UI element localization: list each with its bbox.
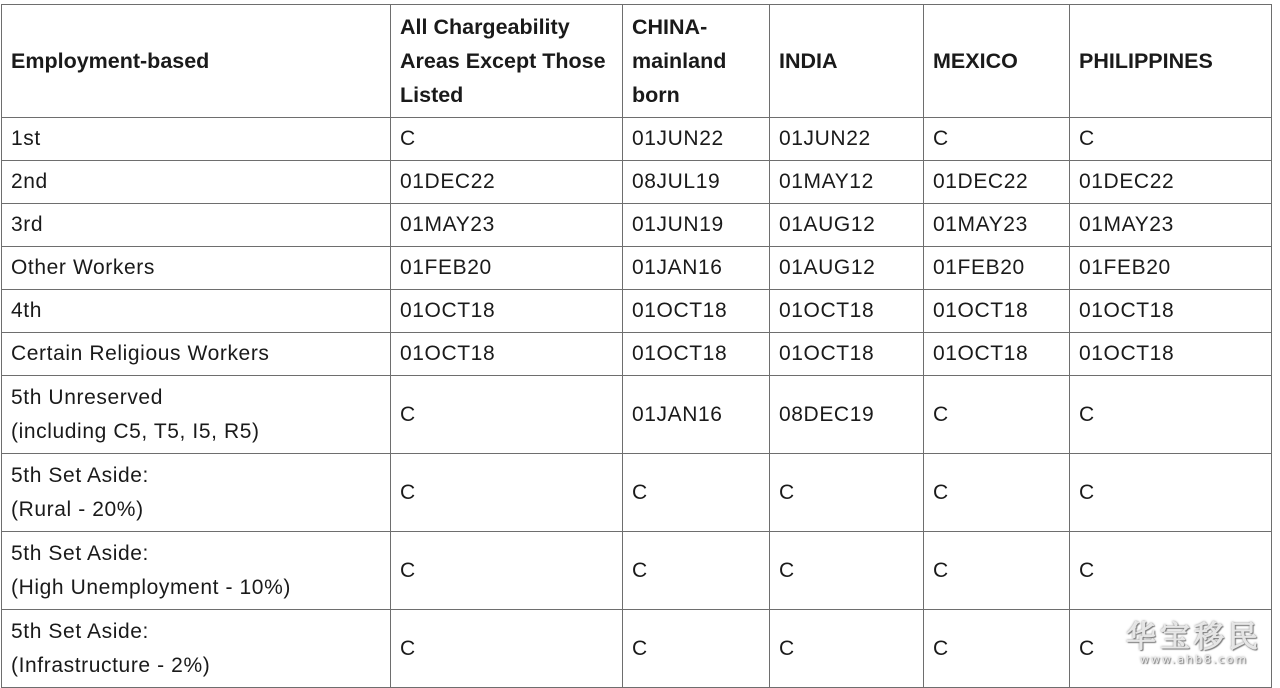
table-cell: 01JUN22 — [623, 118, 770, 161]
table-cell: 01OCT18 — [1070, 333, 1272, 376]
table-row — [2, 204, 1272, 247]
header-china: CHINA-mainland born — [623, 5, 770, 118]
table-cell: C — [391, 610, 623, 688]
visa-bulletin-table — [1, 4, 1272, 688]
table-cell: C — [924, 118, 1070, 161]
header-philippines: PHILIPPINES — [1070, 5, 1272, 118]
table-cell: 01FEB20 — [924, 247, 1070, 290]
table-cell: 01OCT18 — [924, 333, 1070, 376]
table-cell: C — [1070, 118, 1272, 161]
table-cell: 01OCT18 — [623, 290, 770, 333]
table-cell: C — [770, 454, 924, 532]
table-cell: C — [623, 532, 770, 610]
row-label: 5th Unreserved (including C5, T5, I5, R5) — [2, 376, 391, 454]
table-cell: 01OCT18 — [770, 290, 924, 333]
row-label: 5th Set Aside: (High Unemployment - 10%) — [2, 532, 391, 610]
row-label: 1st — [2, 118, 391, 161]
header-all-chargeability: All Chargeability Areas Except Those Listed — [391, 5, 623, 118]
table-row — [2, 290, 1272, 333]
table-cell: 01OCT18 — [391, 333, 623, 376]
table-cell: 01FEB20 — [391, 247, 623, 290]
row-label: Certain Religious Workers — [2, 333, 391, 376]
table-cell: 01JAN16 — [623, 376, 770, 454]
table-cell: C — [770, 532, 924, 610]
table-cell: 01DEC22 — [391, 161, 623, 204]
table-cell: 01OCT18 — [1070, 290, 1272, 333]
table-cell: C — [1070, 610, 1272, 688]
table-cell: 01JUN22 — [770, 118, 924, 161]
table-cell: 01MAY23 — [1070, 204, 1272, 247]
table-cell: C — [623, 610, 770, 688]
table-cell: 01AUG12 — [770, 247, 924, 290]
table-cell: 01OCT18 — [924, 290, 1070, 333]
watermark-url: www.ahb8.com — [1139, 653, 1249, 666]
table-cell: 01OCT18 — [770, 333, 924, 376]
table-row — [2, 333, 1272, 376]
table-cell: C — [1070, 454, 1272, 532]
table-cell: C — [391, 454, 623, 532]
table-cell: C — [391, 532, 623, 610]
row-label: 5th Set Aside: (Infrastructure - 2%) — [2, 610, 391, 688]
table-cell: C — [924, 610, 1070, 688]
table-cell: C — [391, 376, 623, 454]
table-row — [2, 247, 1272, 290]
table-row — [2, 376, 1272, 454]
row-label: Other Workers — [2, 247, 391, 290]
table-cell: 01MAY12 — [770, 161, 924, 204]
table-cell: C — [1070, 532, 1272, 610]
table-cell: 01OCT18 — [391, 290, 623, 333]
table-cell: C — [770, 610, 924, 688]
table-cell: C — [924, 376, 1070, 454]
header-row — [2, 5, 1272, 118]
table-cell: 01DEC22 — [1070, 161, 1272, 204]
row-label: 5th Set Aside: (Rural - 20%) — [2, 454, 391, 532]
header-employment-based: Employment-based — [2, 5, 391, 118]
row-label: 4th — [2, 290, 391, 333]
table-cell: 01JUN19 — [623, 204, 770, 247]
table-cell: C — [623, 454, 770, 532]
table-row — [2, 454, 1272, 532]
table-row — [2, 610, 1272, 688]
table-cell: C — [924, 532, 1070, 610]
watermark-title: 华宝移民 — [1126, 620, 1262, 655]
table-row — [2, 161, 1272, 204]
table-cell: 01MAY23 — [924, 204, 1070, 247]
table-row — [2, 532, 1272, 610]
table-row — [2, 118, 1272, 161]
table-cell: 08JUL19 — [623, 161, 770, 204]
table-cell: 01MAY23 — [391, 204, 623, 247]
table-cell: C — [391, 118, 623, 161]
table-cell: 01FEB20 — [1070, 247, 1272, 290]
row-label: 3rd — [2, 204, 391, 247]
table-cell: 08DEC19 — [770, 376, 924, 454]
table-cell: C — [924, 454, 1070, 532]
table-cell: 01OCT18 — [623, 333, 770, 376]
table-cell: 01JAN16 — [623, 247, 770, 290]
row-label: 2nd — [2, 161, 391, 204]
header-mexico: MEXICO — [924, 5, 1070, 118]
table-cell: 01AUG12 — [770, 204, 924, 247]
table-cell: 01DEC22 — [924, 161, 1070, 204]
table-cell: C — [1070, 376, 1272, 454]
header-india: INDIA — [770, 5, 924, 118]
